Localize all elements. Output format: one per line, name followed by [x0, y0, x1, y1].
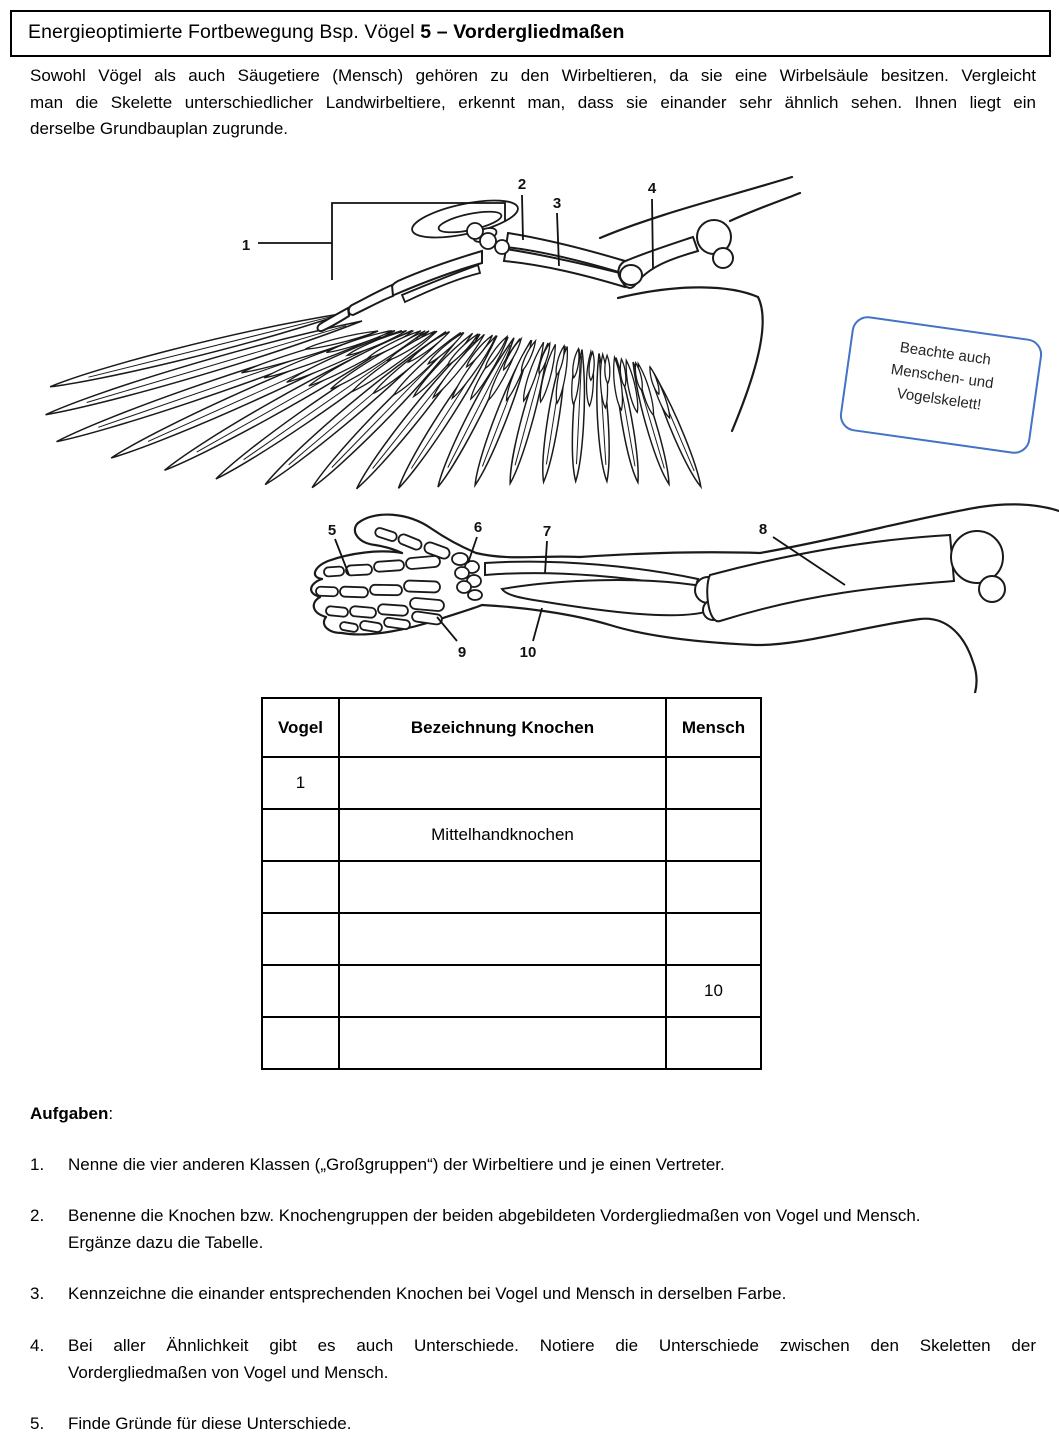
table-row [262, 757, 761, 809]
table-cell [666, 913, 761, 965]
column-header-mensch: Mensch [666, 698, 761, 757]
table-cell [666, 757, 761, 809]
table-cell [262, 913, 339, 965]
table-row [262, 861, 761, 913]
table-cell: 1 [262, 757, 339, 809]
wing-label-3: 3 [552, 195, 562, 212]
column-header-vogel: Vogel [262, 698, 339, 757]
task-number: 4. [30, 1336, 45, 1355]
task-number: 3. [30, 1284, 45, 1303]
task-text [68, 1203, 1036, 1256]
wing-label-2: 2 [517, 176, 527, 193]
task-text-line: Bei aller Ähnlichkeit gibt es auch Unterschiede. Notiere die Unterschiede zwischen den Skeletten der [68, 1336, 1036, 1355]
task-item-1 [30, 1152, 1036, 1179]
human-arm-diagram [280, 495, 1059, 693]
task-text: Finde Gründe für diese Unterschiede. [68, 1414, 352, 1433]
bird-wing-diagram [30, 163, 820, 498]
note-line: Menschen- und [889, 360, 995, 393]
task-text: Kennzeichne die einander entsprechenden Knochen bei Vogel und Mensch in derselben Farbe. [68, 1284, 787, 1303]
table-cell [339, 1017, 666, 1069]
arm-label-6: 6 [473, 519, 483, 536]
table-cell: 10 [666, 965, 761, 1017]
arm-label-10: 10 [519, 644, 537, 661]
task-number: 2. [30, 1206, 45, 1225]
task-text [68, 1333, 1036, 1386]
note-box [838, 314, 1044, 456]
note-line: Vogelskelett! [895, 385, 983, 414]
table-cell [339, 965, 666, 1017]
table-cell [262, 1017, 339, 1069]
task-text-line: Ergänze dazu die Tabelle. [68, 1232, 264, 1252]
table-cell: Mittelhandknochen [339, 809, 666, 861]
table-cell [262, 809, 339, 861]
table-row [262, 809, 761, 861]
title-bar [10, 10, 1051, 57]
task-text: Nenne die vier anderen Klassen („Großgruppen“) der Wirbeltiere und je einen Vertreter. [68, 1155, 725, 1174]
arm-label-9: 9 [457, 644, 467, 661]
bone-comparison-table [261, 697, 762, 1070]
column-header-bezeichnung: Bezeichnung Knochen [339, 698, 666, 757]
intro-line: derselbe Grundbauplan zugrunde. [30, 119, 289, 138]
title-text-normal: Energieoptimierte Fortbewegung Bsp. Vögel [28, 21, 421, 43]
tasks-heading-colon: : [108, 1104, 114, 1123]
title-text-bold: 5 – Vordergliedmaßen [420, 21, 625, 43]
arm-label-7: 7 [542, 523, 552, 540]
table-row [262, 1017, 761, 1069]
table-cell [262, 861, 339, 913]
wing-label-4: 4 [647, 180, 657, 197]
table-cell [666, 809, 761, 861]
task-text-line: Vordergliedmaßen von Vogel und Mensch. [68, 1362, 389, 1382]
task-text-line: Benenne die Knochen bzw. Knochengruppen der beiden abgebildeten Vordergliedmaßen von Vogel und Mensch. [68, 1206, 921, 1225]
task-item-4 [30, 1333, 1036, 1386]
table-cell [339, 861, 666, 913]
intro-line: Sowohl Vögel als auch Säugetiere (Mensch) gehören zu den Wirbeltieren, da sie eine Wirbelsäule besitzen. Vergleicht [30, 66, 1036, 85]
task-number: 5. [30, 1414, 45, 1433]
table-cell [339, 757, 666, 809]
table-cell [666, 861, 761, 913]
tasks-heading-word: Aufgaben [30, 1104, 109, 1123]
table-cell [666, 1017, 761, 1069]
task-item-5 [30, 1411, 1036, 1438]
table-cell [262, 965, 339, 1017]
arm-bones [316, 527, 1005, 633]
task-item-3 [30, 1281, 1036, 1308]
intro-line: man die Skelette unterschiedlicher Landwirbeltiere, erkennt man, dass sie einander sehr ähnlich sehen. Ihnen liegt ein [30, 92, 1036, 112]
table-row [262, 965, 761, 1017]
table-header-row [262, 698, 761, 757]
tasks-heading [30, 1104, 113, 1124]
wing-label-1: 1 [241, 237, 251, 254]
task-item-2 [30, 1203, 1036, 1256]
task-number: 1. [30, 1155, 45, 1174]
intro-paragraph [30, 63, 1036, 143]
note-line: Beachte auch [898, 339, 992, 369]
table-cell [339, 913, 666, 965]
arm-label-8: 8 [758, 521, 768, 538]
table-row [262, 913, 761, 965]
arm-label-5: 5 [327, 522, 337, 539]
